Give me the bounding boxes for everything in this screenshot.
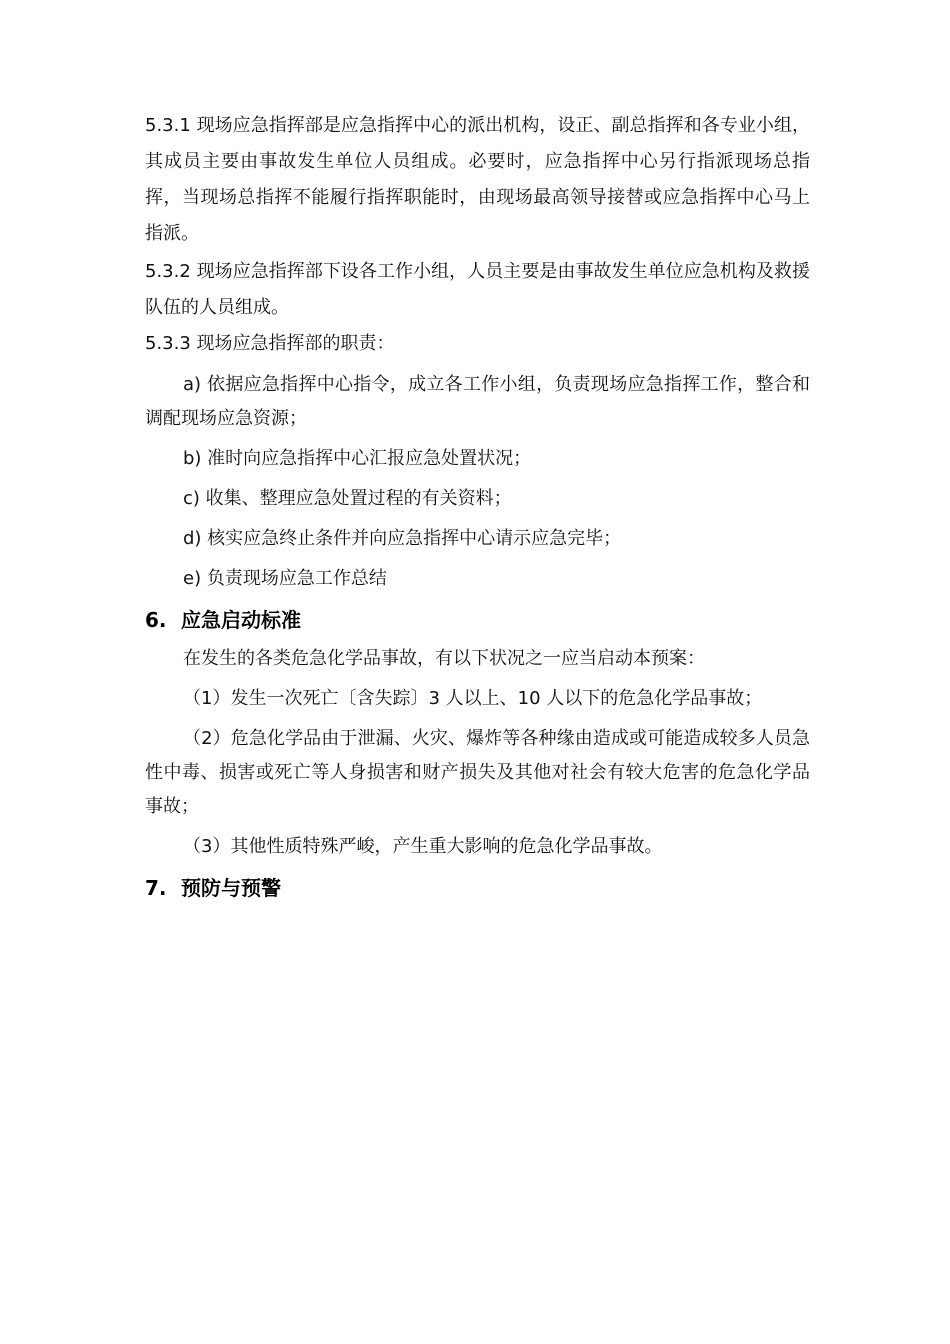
section-6-number: 6.: [145, 608, 167, 632]
duty-item-d: d) 核实应急终止条件并向应急指挥中心请示应急完毕；: [183, 528, 622, 549]
section-6-item-3: （3）其他性质特殊严峻，产生重大影响的危急化学品事故。: [183, 836, 663, 857]
paragraph-5-3-1: 5.3.1 现场应急指挥部是应急指挥中心的派出机构，设正、副总指挥和各专业小组，其成员主要由事故发生单位人员组成。必要时，应急指挥中心另行指派现场总指挥，当现场总指挥不能履行指挥职能时，由现场最高领导接替或应急指挥中心马上指派。: [145, 115, 810, 244]
section-6-title: 应急启动标准: [181, 608, 301, 632]
document-body: [145, 108, 810, 908]
duty-item-b: b) 准时向应急指挥中心汇报应急处置状况；: [183, 448, 532, 469]
section-6-item-1: （1）发生一次死亡〔含失踪〕3 人以上、10 人以下的危急化学品事故；: [183, 688, 763, 709]
paragraph-5-3-3: 5.3.3 现场应急指挥部的职责：: [145, 333, 395, 354]
section-7-heading: [145, 870, 810, 906]
section-6-heading: [145, 602, 810, 638]
paragraph-5-3-2: 5.3.2 现场应急指挥部下设各工作小组，人员主要是由事故发生单位应急机构及救援队伍的人员组成。: [145, 261, 810, 318]
duties-list: [145, 366, 810, 600]
section-6-item-2: （2）危急化学品由于泄漏、火灾、爆炸等各种缘由造成或可能造成较多人员急性中毒、损害或死亡等人身损害和财产损失及其他对社会有较大危害的危急化学品事故；: [145, 728, 810, 817]
section-6-intro: 在发生的各类危急化学品事故，有以下状况之一应当启动本预案：: [183, 648, 705, 669]
duty-item-a: a) 依据应急指挥中心指令，成立各工作小组，负责现场应急指挥工作，整合和调配现场应急资源；: [145, 374, 810, 429]
section-7-title: 预防与预警: [181, 876, 281, 900]
section-7-number: 7.: [145, 876, 167, 900]
duty-item-c: c) 收集、整理应急处置过程的有关资料；: [183, 488, 512, 509]
duty-item-e: e) 负责现场应急工作总结: [183, 568, 387, 589]
